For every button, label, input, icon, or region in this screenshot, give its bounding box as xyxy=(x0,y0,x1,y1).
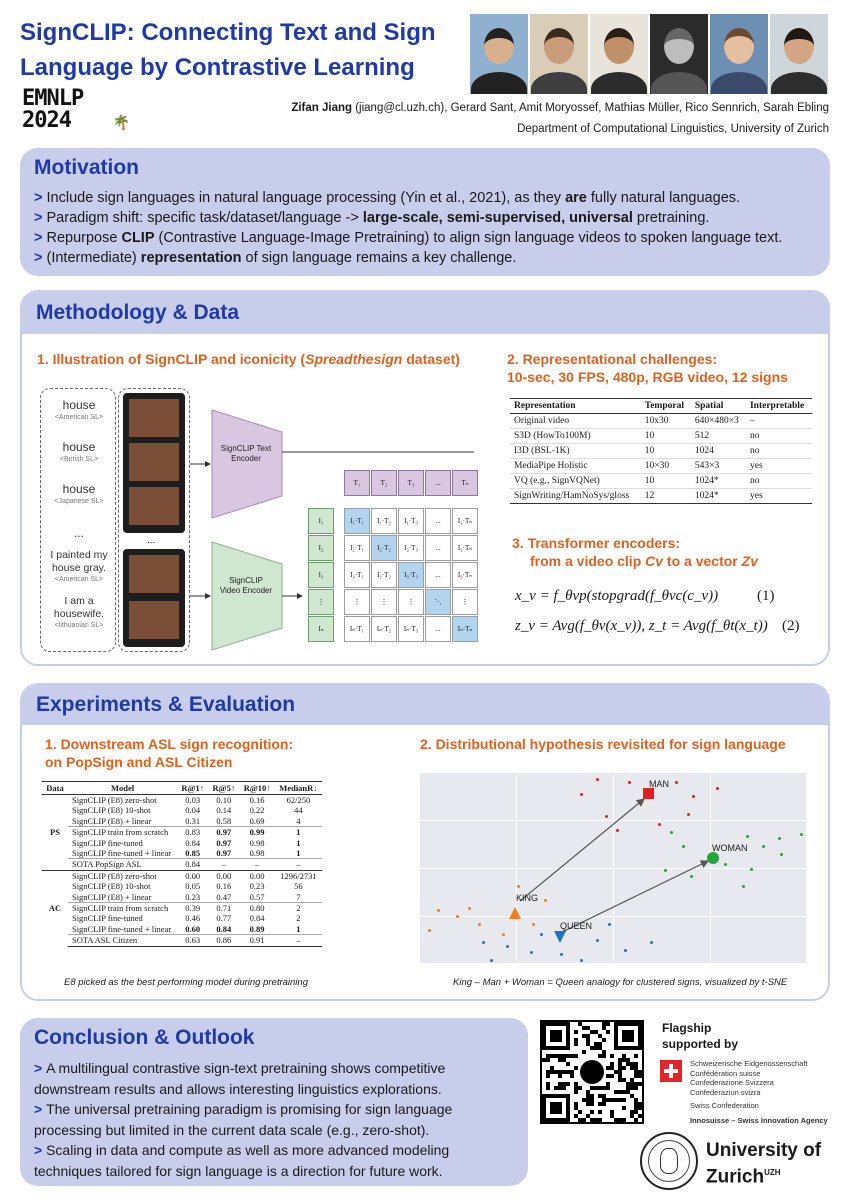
equation-number: (1) xyxy=(757,588,775,604)
subsection-title: 1. Downstream ASL sign recognition: on PopSign and ASL Citizen xyxy=(45,736,294,770)
text-example: I painted my house gray. xyxy=(50,549,108,574)
language-tag: <American SL> xyxy=(54,576,104,583)
language-tag: <lithuanian SL> xyxy=(54,622,104,629)
similarity-cell: Iₙ·T₂ xyxy=(371,616,397,642)
similarity-cell: ⋮ xyxy=(452,589,478,615)
similarity-cell: ... xyxy=(425,616,451,642)
author-photos xyxy=(470,14,828,94)
swiss-flag-icon xyxy=(660,1060,682,1082)
text-example: house xyxy=(62,440,96,454)
similarity-cell: I₁·T₃ xyxy=(398,508,424,534)
table-header: R@5↑ xyxy=(208,782,239,795)
language-tag: <British SL> xyxy=(59,456,99,463)
subsection-title: 1. Illustration of SignCLIP and iconicity (Spreadthesign dataset) xyxy=(37,351,460,367)
man-marker xyxy=(643,788,654,799)
tsne-plot xyxy=(420,773,806,963)
asl-results-table xyxy=(42,781,322,947)
text-example: ... xyxy=(73,526,84,540)
table-caption: E8 picked as the best performing model during pretraining xyxy=(64,977,308,988)
table-row: SignCLIP fine-tuned + linear 0.85 0.97 0.98 1 xyxy=(71,848,301,859)
similarity-cell: ... xyxy=(425,535,451,561)
tsne-label-woman: WOMAN xyxy=(712,843,748,853)
uzh-seal-icon xyxy=(640,1132,698,1190)
table-row: I3D (BSL-1K) 10 1024 no xyxy=(510,444,812,459)
text-encoder-label: SignCLIP Text Encoder xyxy=(220,444,272,463)
video-embedding-cell: I₃ xyxy=(308,562,334,588)
table-header: Temporal xyxy=(641,399,691,414)
similarity-cell: ... xyxy=(425,562,451,588)
author-list: Zifan Jiang (jiang@cl.uzh.ch), Gerard Sant, Amit Moryossef, Mathias Müller, Rico Sennrich, Sarah Ebling xyxy=(291,102,829,114)
table-row: SignCLIP fine-tuned 0.46 0.77 0.84 2 xyxy=(71,913,301,924)
similarity-cell: I₃·T₁ xyxy=(344,562,370,588)
video-embedding-cell: Iₙ xyxy=(308,616,334,642)
table-row: SignCLIP (E8) + linear 0.31 0.58 0.69 4 xyxy=(71,815,301,826)
bullet: > A multilingual contrastive sign-text pretraining shows competitive downstream results and allows interesting linguistics explorations. xyxy=(34,1060,446,1097)
text-example: house xyxy=(62,398,96,412)
subsection-title: 2. Distributional hypothesis revisited for sign language xyxy=(420,736,786,752)
poster-title: SignCLIP: Connecting Text and Sign Language by Contrastive Learning xyxy=(20,19,436,81)
equation-1: x_v = f_θvp(stopgrad(f_θvc(c_v)) xyxy=(515,588,719,604)
emnlp-logo: EMNLP 2024 🌴 xyxy=(22,86,130,133)
similarity-cell: I₁·T₂ xyxy=(371,508,397,534)
text-example: house xyxy=(62,482,96,496)
similarity-cell: ... xyxy=(425,508,451,534)
table-header: Model xyxy=(68,782,177,795)
similarity-cell: Iₙ·T₁ xyxy=(344,616,370,642)
conclusion-section xyxy=(20,1018,528,1186)
woman-marker xyxy=(707,852,719,864)
similarity-cell: I₂·T₃ xyxy=(398,535,424,561)
table-row: SignCLIP train from scratch 0.83 0.97 0.99 1 xyxy=(42,827,322,838)
table-row: MediaPipe Holistic 10×30 543×3 yes xyxy=(510,459,812,474)
tsne-label-king: KING xyxy=(516,893,539,903)
representation-table xyxy=(510,398,812,504)
section-title: Motivation xyxy=(20,148,830,186)
table-header: R@10↑ xyxy=(239,782,274,795)
bullet: > Include sign languages in natural language processing (Yin et al., 2021), as they are fully natural languages. xyxy=(34,190,741,206)
qr-code[interactable] xyxy=(540,1020,644,1124)
swiss-confederation-text: Schweizerische Eidgenossenschaft Confédération suisse Confederazione Svizzera Confederaziun svizra Swiss Confederation Innosuisse – Swiss Innovation Agency xyxy=(690,1059,828,1125)
tsne-label-man: MAN xyxy=(649,779,669,789)
similarity-cell: I₂·T₁ xyxy=(344,535,370,561)
similarity-cell: ⋮ xyxy=(371,589,397,615)
flagship-label: Flagship supported by xyxy=(662,1021,739,1051)
table-row: SignCLIP (E8) + linear 0.23 0.47 0.57 7 xyxy=(71,891,301,902)
equation-number: (2) xyxy=(782,618,800,634)
text-embedding-cell: T₂ xyxy=(371,470,397,496)
bullet: > (Intermediate) representation of sign language remains a key challenge. xyxy=(34,250,517,266)
text-embedding-cell: T₁ xyxy=(344,470,370,496)
methodology-section xyxy=(20,290,830,666)
table-header: Data xyxy=(42,782,68,795)
similarity-cell: I₂·Tₙ xyxy=(452,535,478,561)
table-row: VQ (e.g., SignVQNet) 10 1024* no xyxy=(510,474,812,489)
similarity-cell: I₁·T₁ xyxy=(344,508,370,534)
bullet: > Scaling in data and compute as well as more advanced modeling techniques tailored for sign language is a direction for future work. xyxy=(34,1142,450,1179)
author-photo xyxy=(650,14,708,94)
subsection-title: 2. Representational challenges: 10-sec, 30 FPS, 480p, RGB video, 12 signs xyxy=(507,351,788,385)
table-row: SignCLIP fine-tuned + linear 0.60 0.84 0.89 1 xyxy=(71,923,301,934)
bullet: > The universal pretraining paradigm is promising for sign language processing but limited in the current data scale (e.g., zero-shot). xyxy=(34,1101,453,1138)
king-marker xyxy=(509,907,521,919)
table-row: SignCLIP train from scratch 0.39 0.71 0.80 2 xyxy=(42,903,322,914)
table-header: Interpretable xyxy=(746,399,812,414)
video-embedding-cell: ⋮ xyxy=(308,589,334,615)
film-strip xyxy=(123,393,185,533)
motivation-section xyxy=(20,148,830,276)
similarity-cell: I₂·T₂ xyxy=(371,535,397,561)
section-title: Conclusion & Outlook xyxy=(20,1018,528,1056)
palm-icon: 🌴 xyxy=(112,114,130,130)
similarity-cell: I₃·Tₙ xyxy=(452,562,478,588)
text-examples-box xyxy=(40,388,116,652)
author-photo xyxy=(710,14,768,94)
bullet: > Repurpose CLIP (Contrastive Language-Image Pretraining) to align sign language videos to spoken language text. xyxy=(34,230,783,246)
table-row: SignCLIP fine-tuned 0.84 0.97 0.98 1 xyxy=(71,837,301,848)
text-embedding-cell: T₃ xyxy=(398,470,424,496)
author-photo xyxy=(770,14,828,94)
similarity-cell: I₃·T₃ xyxy=(398,562,424,588)
author-photo xyxy=(590,14,648,94)
department: Department of Computational Linguistics, University of Zurich xyxy=(517,123,829,135)
equation-2: z_v = Avg(f_θv(x_v)), z_t = Avg(f_θt(x_t)) xyxy=(515,618,768,634)
table-header: MedianR↓ xyxy=(275,782,322,795)
similarity-cell: Iₙ·T₃ xyxy=(398,616,424,642)
table-row: SignCLIP (E8) 10-shot 0.05 0.16 0.23 56 xyxy=(71,881,303,892)
video-embedding-cell: I₁ xyxy=(308,508,334,534)
language-tag: <American SL> xyxy=(54,414,104,421)
section-title: Experiments & Evaluation xyxy=(22,685,828,725)
similarity-cell: ⋮ xyxy=(344,589,370,615)
author-photo xyxy=(530,14,588,94)
table-row: Original video 10x30 640×480×3 – xyxy=(510,414,812,429)
queen-marker xyxy=(554,931,566,943)
author-photo xyxy=(470,14,528,94)
subsection-title: 3. Transformer encoders: from a video clip Cv to a vector Zv xyxy=(512,535,758,569)
language-tag: <Japanese SL> xyxy=(54,498,104,505)
table-header: Representation xyxy=(510,399,641,414)
table-row: SignWriting/HamNoSys/gloss 12 1024* yes xyxy=(510,489,812,504)
text-embedding-cell: ... xyxy=(425,470,451,496)
table-row: S3D (HowTo100M) 10 512 no xyxy=(510,429,812,444)
film-strip xyxy=(123,549,185,647)
table-row: AC SignCLIP (E8) zero-shot 0.00 0.00 0.00 1296/2731 xyxy=(42,870,322,881)
similarity-cell: ⋮ xyxy=(398,589,424,615)
text-example: I am a housewife. xyxy=(53,595,105,620)
table-row: PS SignCLIP (E8) zero-shot 0.03 0.10 0.16 62/250 xyxy=(50,795,311,838)
tsne-caption: King – Man + Woman = Queen analogy for clustered signs, visualized by t-SNE xyxy=(453,977,788,988)
similarity-cell: Iₙ·Tₙ xyxy=(452,616,478,642)
tsne-label-queen: QUEEN xyxy=(560,921,593,931)
similarity-cell: ⋱ xyxy=(425,589,451,615)
text-embedding-cell: Tₙ xyxy=(452,470,478,496)
uzh-logo-text: University of Zurich$^{UZH}$ xyxy=(706,1140,822,1188)
video-encoder-label: SignCLIP Video Encoder xyxy=(219,576,273,595)
similarity-cell: I₁·Tₙ xyxy=(452,508,478,534)
video-frames-box: ... xyxy=(118,388,190,652)
table-header: Spatial xyxy=(691,399,746,414)
similarity-cell: I₃·T₂ xyxy=(371,562,397,588)
table-row: SOTA PopSign ASL 0.84 – – – xyxy=(42,859,322,870)
section-title: Methodology & Data xyxy=(22,292,828,334)
bullet: > Paradigm shift: specific task/dataset/language -> large-scale, semi-supervised, universal pretraining. xyxy=(34,210,710,226)
video-embedding-cell: I₂ xyxy=(308,535,334,561)
table-row: SignCLIP (E8) 10-shot 0.04 0.14 0.22 44 xyxy=(71,805,303,816)
table-header: R@1↑ xyxy=(177,782,208,795)
table-row: SOTA ASL Citizen 0.63 0.86 0.91 – xyxy=(42,935,322,946)
